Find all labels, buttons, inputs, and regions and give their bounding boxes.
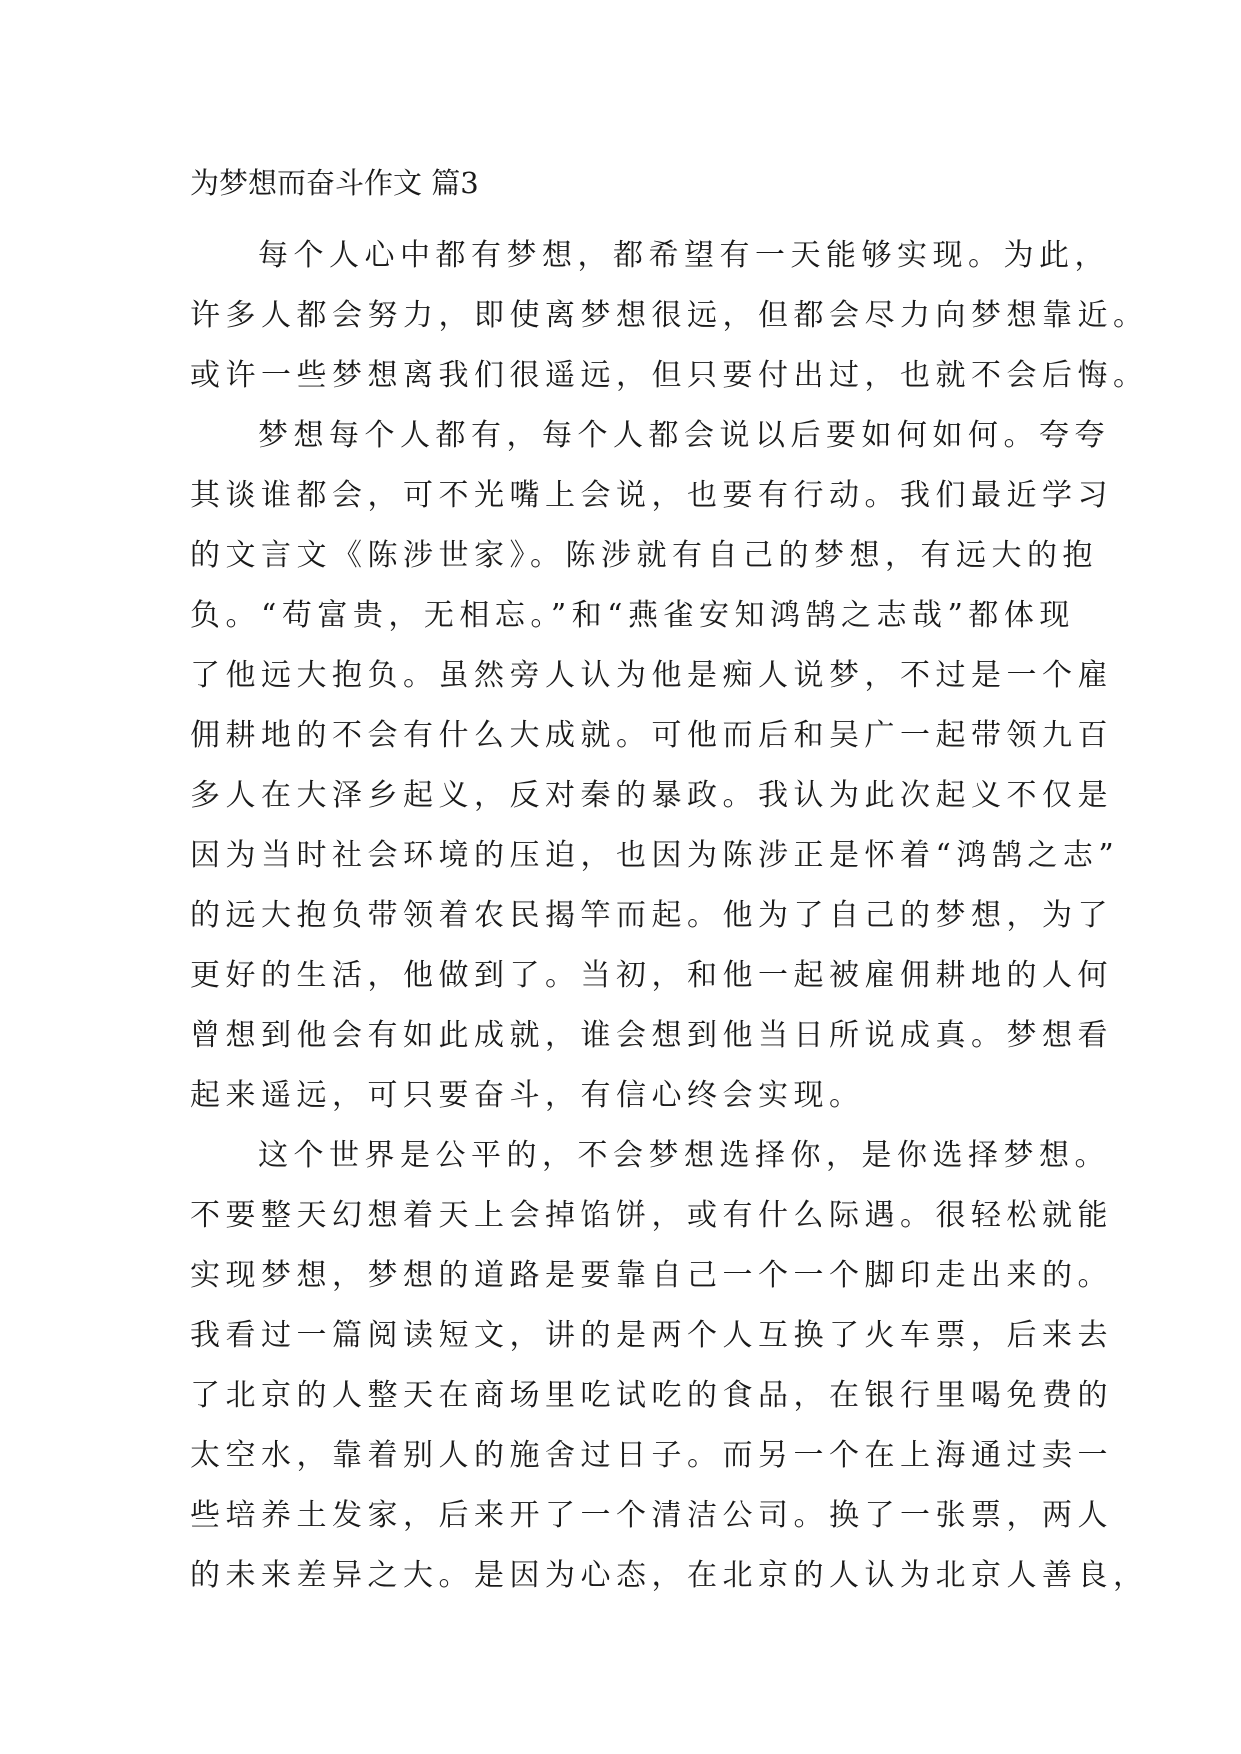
paragraph-3	[190, 1126, 1149, 1606]
text-line: 每个人心中都有梦想，都希望有一天能够实现。为此，	[258, 238, 1110, 273]
text-line: 起来遥远，可只要奋斗，有信心终会实现。	[190, 1078, 865, 1113]
text-line: 的文言文《陈涉世家》。陈涉就有自己的梦想，有远大的抱	[190, 538, 1098, 573]
text-line: 或许一些梦想离我们很遥远，但只要付出过，也就不会后悔。	[190, 358, 1149, 393]
document-body	[190, 164, 1149, 1606]
text-line: 实现梦想，梦想的道路是要靠自己一个一个脚印走出来的。	[190, 1258, 1113, 1293]
text-line: 的未来差异之大。是因为心态，在北京的人认为北京人善良，	[190, 1558, 1149, 1593]
text-line: 些培养土发家，后来开了一个清洁公司。换了一张票，两人	[190, 1498, 1113, 1533]
text-line: 许多人都会努力，即使离梦想很远，但都会尽力向梦想靠近。	[190, 298, 1149, 333]
text-line: 多人在大泽乡起义，反对秦的暴政。我认为此次起义不仅是	[190, 778, 1113, 813]
text-line: 曾想到他会有如此成就，谁会想到他当日所说成真。梦想看	[190, 1018, 1113, 1053]
paragraph-2	[190, 406, 1120, 1126]
text-line: 我看过一篇阅读短文，讲的是两个人互换了火车票，后来去	[190, 1318, 1113, 1353]
text-line: 了他远大抱负。虽然旁人认为他是痴人说梦，不过是一个雇	[190, 658, 1113, 693]
text-line: 负。“苟富贵，无相忘。”和“燕雀安知鸿鹄之志哉”都体现	[190, 598, 1075, 633]
text-line: 佣耕地的不会有什么大成就。可他而后和吴广一起带领九百	[190, 718, 1113, 753]
text-line: 不要整天幻想着天上会掉馅饼，或有什么际遇。很轻松就能	[190, 1198, 1113, 1233]
document-title: 为梦想而奋斗作文 篇3	[190, 166, 479, 200]
text-line: 更好的生活，他做到了。当初，和他一起被雇佣耕地的人何	[190, 958, 1113, 993]
text-line: 梦想每个人都有，每个人都会说以后要如何如何。夸夸	[258, 418, 1110, 453]
text-line: 了北京的人整天在商场里吃试吃的食品，在银行里喝免费的	[190, 1378, 1113, 1413]
text-line: 太空水，靠着别人的施舍过日子。而另一个在上海通过卖一	[190, 1438, 1113, 1473]
paragraph-1	[190, 226, 1149, 406]
text-line: 这个世界是公平的，不会梦想选择你，是你选择梦想。	[258, 1138, 1110, 1173]
text-line: 的远大抱负带领着农民揭竿而起。他为了自己的梦想，为了	[190, 898, 1113, 933]
text-line: 其谈谁都会，可不光嘴上会说，也要有行动。我们最近学习	[190, 478, 1113, 513]
text-line: 因为当时社会环境的压迫，也因为陈涉正是怀着“鸿鹄之志”	[190, 838, 1120, 873]
